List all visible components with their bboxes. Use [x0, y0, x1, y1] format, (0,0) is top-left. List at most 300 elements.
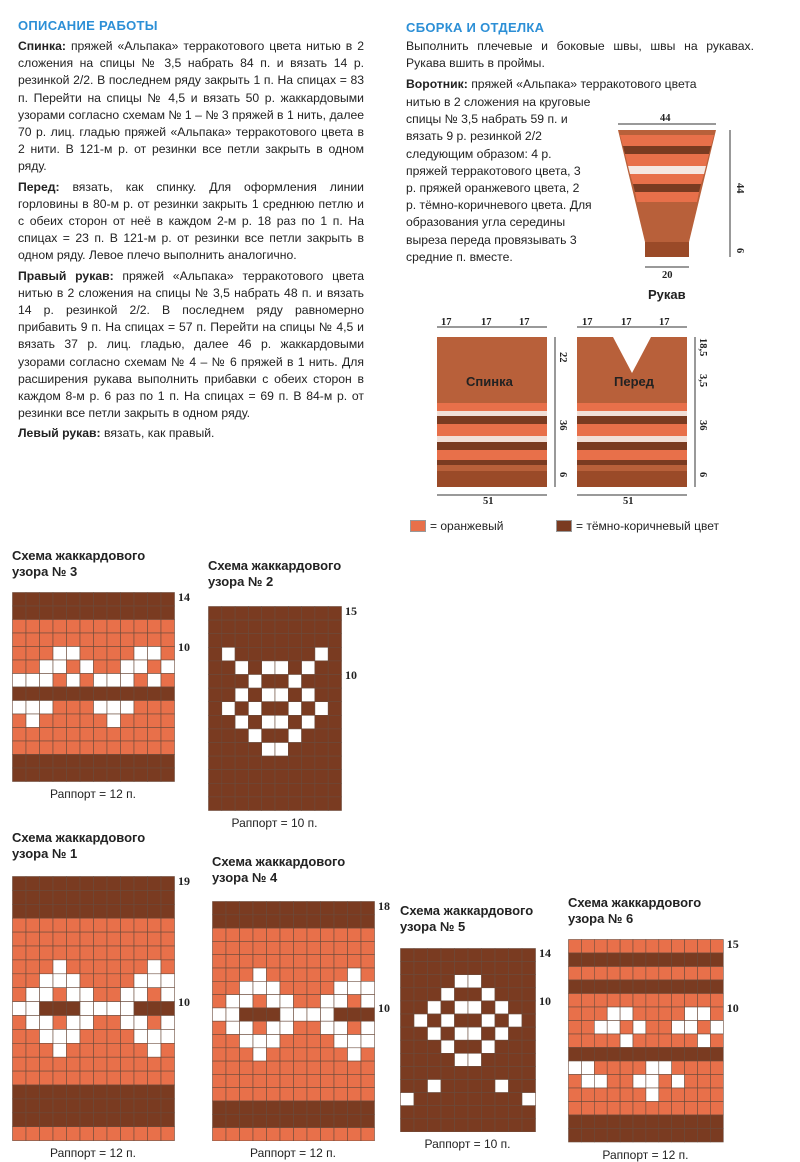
chart-cell — [315, 661, 328, 675]
chart-cell — [594, 940, 607, 954]
chart-cell — [569, 1048, 582, 1062]
chart-cell — [288, 702, 301, 716]
chart-cell — [121, 1071, 135, 1085]
chart-cell — [121, 1113, 135, 1127]
chart-cell — [213, 1021, 227, 1034]
chart-cell — [401, 1080, 415, 1093]
chart-cell — [213, 1061, 227, 1074]
chart-cell — [134, 1057, 148, 1071]
chart-cell — [161, 647, 175, 661]
chart-cell — [302, 715, 315, 729]
chart-cell — [161, 741, 175, 755]
chart-cell — [213, 1048, 227, 1061]
chart-cell — [275, 702, 288, 716]
chart-cell — [414, 1027, 428, 1040]
chart-cell — [67, 741, 81, 755]
chart-cell — [235, 688, 248, 702]
chart-cell — [495, 1066, 509, 1079]
chart-cell — [13, 674, 27, 688]
chart-cell — [401, 1040, 415, 1053]
chart-cell — [40, 1085, 54, 1099]
chart-cell — [294, 1101, 308, 1114]
chart-title-line2: узора № 5 — [400, 919, 466, 934]
chart-cell — [294, 902, 308, 915]
chart-cell — [161, 974, 175, 988]
chart-cell — [710, 1007, 723, 1021]
chart-cell — [148, 946, 162, 960]
chart-cell — [509, 949, 523, 962]
chart-cell — [348, 1061, 362, 1074]
chart-cell — [267, 915, 281, 928]
chart-cell — [161, 660, 175, 674]
chart-cell — [307, 1021, 321, 1034]
chart-cell — [53, 1099, 67, 1113]
chart-cell — [248, 770, 261, 784]
chart-cell — [262, 756, 275, 770]
chart-cell — [26, 660, 40, 674]
chart-cell — [107, 755, 121, 769]
chart-cell — [321, 1048, 335, 1061]
chart-cell — [67, 620, 81, 634]
chart-cell — [121, 1099, 135, 1113]
back-text: пряжей «Альпака» терракотового цвета нитью в 2 сложения на спицы № 3,5 набрать 84 п. и вязать 14 р. резинкой 2/2. В последнем ряду закрыть 1 п. На спицах = 83 п. Перейти на спицы № 4,5 и вязать 50 р. жаккардовыми узорами согласно схемам № 1 – № 3 пряжей в 1 нить, далее 70 р. лиц. гладью пряжей «Альпака» терракотового цвета в 2 нити. В 121-м р. от резинки все петли закрыть в одном ряду. — [18, 39, 364, 174]
chart-cell — [53, 606, 67, 620]
chart-cell — [235, 647, 248, 661]
chart-cell — [67, 988, 81, 1002]
chart-cell — [26, 755, 40, 769]
front-width: 51 — [623, 496, 634, 507]
chart-cell — [248, 620, 261, 634]
chart-cell — [348, 968, 362, 981]
chart-cell — [659, 967, 672, 981]
chart-cell — [235, 607, 248, 621]
chart-cell — [248, 688, 261, 702]
chart-cell — [267, 995, 281, 1008]
chart-cell — [468, 1093, 482, 1106]
chart-cell — [161, 593, 175, 607]
chart-cell — [495, 949, 509, 962]
chart-cell — [13, 1016, 27, 1030]
chart-cell — [428, 949, 442, 962]
chart-cell — [121, 647, 135, 661]
chart-cell — [40, 1016, 54, 1030]
chart-cell — [121, 741, 135, 755]
chart-cell — [401, 1119, 415, 1132]
front-label: Перед: — [18, 179, 60, 194]
chart-cell — [307, 1035, 321, 1048]
chart-cell — [161, 946, 175, 960]
chart-cell — [148, 593, 162, 607]
chart-cell — [253, 1128, 267, 1141]
chart-cell — [428, 1080, 442, 1093]
chart-cell — [280, 1021, 294, 1034]
chart-cell — [428, 962, 442, 975]
chart-cell — [441, 1040, 455, 1053]
chart-cell — [275, 756, 288, 770]
chart-title-3 — [12, 548, 145, 580]
chart-cell — [509, 1106, 523, 1119]
chart-cell — [569, 994, 582, 1008]
chart-cell — [509, 1027, 523, 1040]
chart-cell — [302, 661, 315, 675]
chart-cell — [581, 1061, 594, 1075]
chart-cell — [40, 755, 54, 769]
chart-cell — [161, 633, 175, 647]
chart-cell — [633, 1034, 646, 1048]
chart-title-line1: Схема жаккардового — [400, 903, 534, 918]
chart-cell — [620, 1129, 633, 1143]
chart-cell — [307, 968, 321, 981]
chart-cell — [67, 877, 81, 891]
chart-cell — [53, 1043, 67, 1057]
chart-cell — [659, 1061, 672, 1075]
chart-cell — [134, 728, 148, 742]
section-heading-description: ОПИСАНИЕ РАБОТЫ — [18, 18, 158, 33]
chart-cell — [248, 634, 261, 648]
chart-cell — [302, 756, 315, 770]
chart-cell — [40, 988, 54, 1002]
chart-cell — [226, 981, 240, 994]
chart-cell — [26, 932, 40, 946]
chart-cell — [275, 715, 288, 729]
chart-cell — [121, 960, 135, 974]
chart-cell — [67, 660, 81, 674]
chart-cell — [13, 1099, 27, 1113]
chart-cell — [161, 918, 175, 932]
chart-cell — [148, 1099, 162, 1113]
chart-cell — [209, 783, 222, 797]
chart-cell — [240, 1088, 254, 1101]
chart-cell — [107, 960, 121, 974]
chart-cell — [121, 1002, 135, 1016]
chart-cell — [698, 1129, 711, 1143]
chart-cell — [455, 1014, 469, 1027]
chart-row-label-10: 10 — [345, 668, 357, 682]
chart-rapport: Раппорт = 12 п. — [602, 1147, 689, 1162]
chart-cell — [321, 968, 335, 981]
chart-cell — [161, 932, 175, 946]
chart-cell — [40, 593, 54, 607]
chart-cell — [594, 1102, 607, 1116]
chart-cell — [134, 1016, 148, 1030]
chart-cell — [569, 940, 582, 954]
chart-cell — [134, 633, 148, 647]
chart-cell — [710, 1048, 723, 1062]
chart-cell — [94, 974, 108, 988]
chart-cell — [710, 994, 723, 1008]
back-width: 51 — [483, 496, 494, 507]
chart-cell — [414, 1001, 428, 1014]
assembly-intro: Выполнить плечевые и боковые швы, швы на рукавах. Рукава вшить в проймы. — [406, 39, 754, 71]
chart-cell — [121, 755, 135, 769]
chart-cell — [248, 729, 261, 743]
chart-cell — [240, 1048, 254, 1061]
chart-cell — [121, 620, 135, 634]
chart-cell — [710, 967, 723, 981]
chart-cell — [468, 975, 482, 988]
chart-cell — [40, 1029, 54, 1043]
chart-cell — [594, 1088, 607, 1102]
chart-cell — [94, 633, 108, 647]
chart-cell — [267, 1021, 281, 1034]
back-schematic — [425, 315, 565, 510]
chart-cell — [288, 661, 301, 675]
chart-cell — [428, 1053, 442, 1066]
chart-cell — [80, 1057, 94, 1071]
chart-cell — [315, 783, 328, 797]
chart-cell — [134, 1085, 148, 1099]
chart-cell — [222, 743, 235, 757]
chart-cell — [222, 715, 235, 729]
chart-cell — [633, 1048, 646, 1062]
chart-cell — [495, 988, 509, 1001]
chart-cell — [222, 661, 235, 675]
chart-cell — [267, 1008, 281, 1021]
chart-cell — [468, 949, 482, 962]
chart-cell — [53, 755, 67, 769]
chart-cell — [441, 1053, 455, 1066]
chart-cell — [581, 967, 594, 981]
chart-cell — [710, 1075, 723, 1089]
chart-cell — [441, 1106, 455, 1119]
chart-cell — [262, 675, 275, 689]
chart-cell — [222, 783, 235, 797]
chart-cell — [633, 1061, 646, 1075]
chart-grid-5 — [400, 948, 536, 1132]
chart-cell — [13, 701, 27, 715]
chart-cell — [80, 1113, 94, 1127]
chart-cell — [53, 877, 67, 891]
chart-cell — [53, 890, 67, 904]
chart-grid-1 — [12, 876, 175, 1141]
chart-row-label-10: 10 — [178, 995, 190, 1010]
chart-cell — [80, 932, 94, 946]
chart-cell — [161, 1057, 175, 1071]
chart-cell — [148, 755, 162, 769]
chart-cell — [302, 607, 315, 621]
chart-cell — [455, 988, 469, 1001]
chart-cell — [253, 1088, 267, 1101]
chart-cell — [334, 1008, 348, 1021]
chart-cell — [80, 606, 94, 620]
chart-cell — [646, 1061, 659, 1075]
chart-cell — [67, 755, 81, 769]
chart-cell — [401, 1106, 415, 1119]
chart-cell — [361, 1114, 375, 1127]
chart-cell — [334, 1061, 348, 1074]
chart-cell — [80, 1127, 94, 1141]
chart-cell — [134, 918, 148, 932]
chart-cell — [307, 902, 321, 915]
chart-cell — [495, 1093, 509, 1106]
chart-cell — [468, 1001, 482, 1014]
chart-cell — [607, 1115, 620, 1129]
chart-cell — [248, 661, 261, 675]
chart-cell — [222, 770, 235, 784]
chart-cell — [240, 1061, 254, 1074]
chart-cell — [134, 1043, 148, 1057]
chart-cell — [253, 995, 267, 1008]
chart-cell — [428, 1066, 442, 1079]
chart-cell — [13, 768, 27, 782]
chart-cell — [134, 647, 148, 661]
chart-cell — [53, 974, 67, 988]
chart-cell — [248, 715, 261, 729]
chart-cell — [275, 634, 288, 648]
chart-cell — [26, 1043, 40, 1057]
chart-cell — [240, 941, 254, 954]
chart-cell — [294, 995, 308, 1008]
chart-cell — [13, 687, 27, 701]
chart-cell — [40, 741, 54, 755]
chart-cell — [280, 1088, 294, 1101]
chart-cell — [262, 783, 275, 797]
chart-cell — [569, 953, 582, 967]
chart-cell — [348, 1114, 362, 1127]
chart-cell — [134, 660, 148, 674]
chart-cell — [40, 728, 54, 742]
chart-cell — [26, 1127, 40, 1141]
chart-cell — [235, 783, 248, 797]
chart-cell — [646, 1034, 659, 1048]
chart-cell — [262, 770, 275, 784]
chart-cell — [620, 953, 633, 967]
chart-cell — [334, 1114, 348, 1127]
chart-cell — [672, 940, 685, 954]
front-w1: 17 — [582, 317, 593, 328]
chart-cell — [315, 634, 328, 648]
chart-cell — [495, 1053, 509, 1066]
chart-cell — [213, 1101, 227, 1114]
chart-cell — [121, 918, 135, 932]
chart-cell — [659, 994, 672, 1008]
chart-cell — [240, 1035, 254, 1048]
chart-cell — [315, 756, 328, 770]
chart-cell — [148, 714, 162, 728]
chart-cell — [134, 1002, 148, 1016]
chart-cell — [148, 1085, 162, 1099]
chart-cell — [288, 607, 301, 621]
chart-cell — [646, 1102, 659, 1116]
chart-cell — [685, 1115, 698, 1129]
chart-cell — [240, 1128, 254, 1141]
chart-cell — [334, 1048, 348, 1061]
chart-cell — [26, 647, 40, 661]
chart-cell — [334, 915, 348, 928]
chart-cell — [672, 1075, 685, 1089]
chart-cell — [495, 1001, 509, 1014]
chart-cell — [161, 1099, 175, 1113]
chart-cell — [659, 1034, 672, 1048]
chart-cell — [67, 1002, 81, 1016]
chart-cell — [522, 1080, 536, 1093]
chart-cell — [495, 1027, 509, 1040]
chart-cell — [53, 1127, 67, 1141]
chart-cell — [161, 674, 175, 688]
chart-cell — [633, 1021, 646, 1035]
chart-cell — [248, 647, 261, 661]
chart-cell — [685, 1129, 698, 1143]
chart-cell — [428, 1106, 442, 1119]
chart-cell — [672, 1021, 685, 1035]
chart-cell — [321, 955, 335, 968]
chart-cell — [134, 1113, 148, 1127]
chart-cell — [121, 687, 135, 701]
chart-cell — [222, 647, 235, 661]
chart-cell — [134, 877, 148, 891]
chart-cell — [26, 918, 40, 932]
chart-row-label-10: 10 — [178, 640, 190, 654]
chart-cell — [441, 1080, 455, 1093]
chart-cell — [53, 1029, 67, 1043]
chart-cell — [40, 904, 54, 918]
brown-swatch — [556, 520, 572, 532]
chart-cell — [94, 932, 108, 946]
chart-cell — [262, 647, 275, 661]
chart-cell — [672, 1088, 685, 1102]
chart-cell — [414, 988, 428, 1001]
chart-cell — [262, 661, 275, 675]
chart-cell — [235, 702, 248, 716]
chart-cell — [321, 1074, 335, 1087]
chart-cell — [275, 647, 288, 661]
chart-cell — [222, 729, 235, 743]
chart-cell — [633, 1129, 646, 1143]
chart-cell — [569, 967, 582, 981]
chart-cell — [107, 1071, 121, 1085]
sleeve-top-width: 44 — [660, 113, 671, 124]
legend-brown: = тёмно-коричневый цвет — [556, 519, 719, 533]
chart-cell — [482, 1080, 496, 1093]
chart-cell — [267, 1114, 281, 1127]
chart-cell — [121, 974, 135, 988]
chart-cell — [361, 968, 375, 981]
chart-cell — [414, 1080, 428, 1093]
chart-cell — [288, 770, 301, 784]
chart-cell — [209, 647, 222, 661]
chart-cell — [495, 1014, 509, 1027]
chart-row-label-top: 15 — [726, 937, 739, 951]
chart-cell — [302, 688, 315, 702]
chart-cell — [441, 962, 455, 975]
chart-cell — [455, 975, 469, 988]
chart-cell — [361, 902, 375, 915]
chart-cell — [659, 1115, 672, 1129]
chart-cell — [321, 1101, 335, 1114]
chart-cell — [633, 967, 646, 981]
chart-cell — [134, 755, 148, 769]
chart-cell — [253, 1061, 267, 1074]
chart-cell — [53, 988, 67, 1002]
chart-cell — [13, 1002, 27, 1016]
chart-cell — [522, 1027, 536, 1040]
chart-cell — [581, 1021, 594, 1035]
chart-cell — [235, 675, 248, 689]
chart-cell — [685, 1048, 698, 1062]
chart-cell — [620, 967, 633, 981]
chart-cell — [107, 1113, 121, 1127]
chart-cell — [94, 1071, 108, 1085]
chart-cell — [213, 968, 227, 981]
chart-cell — [121, 1016, 135, 1030]
chart-cell — [253, 968, 267, 981]
back-h2: 36 — [557, 420, 568, 431]
chart-cell — [134, 1099, 148, 1113]
chart-cell — [569, 1088, 582, 1102]
chart-cell — [482, 949, 496, 962]
description-column — [18, 38, 364, 446]
chart-cell — [40, 1043, 54, 1057]
